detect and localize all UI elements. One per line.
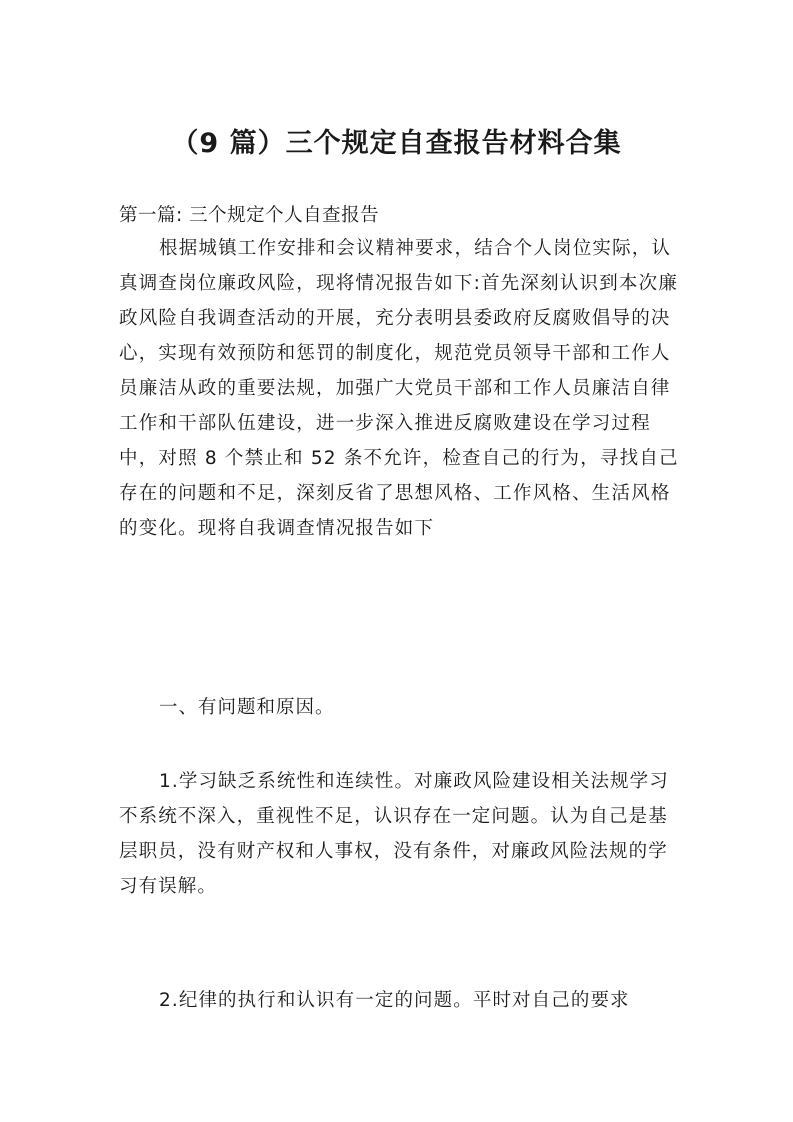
document-title: （9 篇）三个规定自查报告材料合集 <box>171 128 622 159</box>
problems-heading: 一、有问题和原因。 <box>159 697 335 718</box>
section-heading: 第一篇: 三个规定个人自查报告 <box>119 205 380 226</box>
item-1-paragraph: 1.学习缺乏系统性和连续性。对廉政风险建设相关法规学习不系统不深入，重视性不足，认识存在一定问题。认为自己是基层职员，没有财产权和人事权，没有条件，对廉政风险法规的学习有误解。 <box>119 771 669 897</box>
intro-paragraph: 根据城镇工作安排和会议精神要求，结合个人岗位实际，认真调查岗位廉政风险，现将情况报告如下:首先深刻认识到本次廉政风险自我调查活动的开展，充分表明县委政府反腐败倡导的决心，实现有效预防和惩罚的制度化，规范党员领导干部和工作人员廉洁从政的重要法规，加强广大党员干部和工作人员廉洁自律工作和干部队伍建设，进一步深入推进反腐败建设在学习过程中，对照 8 个禁止和 52 条不允许，检查自己的行为，寻找自己存在的问题和不足，深刻反省了思想风格、工作风格、生活风格的变化。现将自我调查情况报告如下 <box>119 238 679 539</box>
item-2-paragraph: 2.纪律的执行和认识有一定的问题。平时对自己的要求 <box>159 990 630 1011</box>
